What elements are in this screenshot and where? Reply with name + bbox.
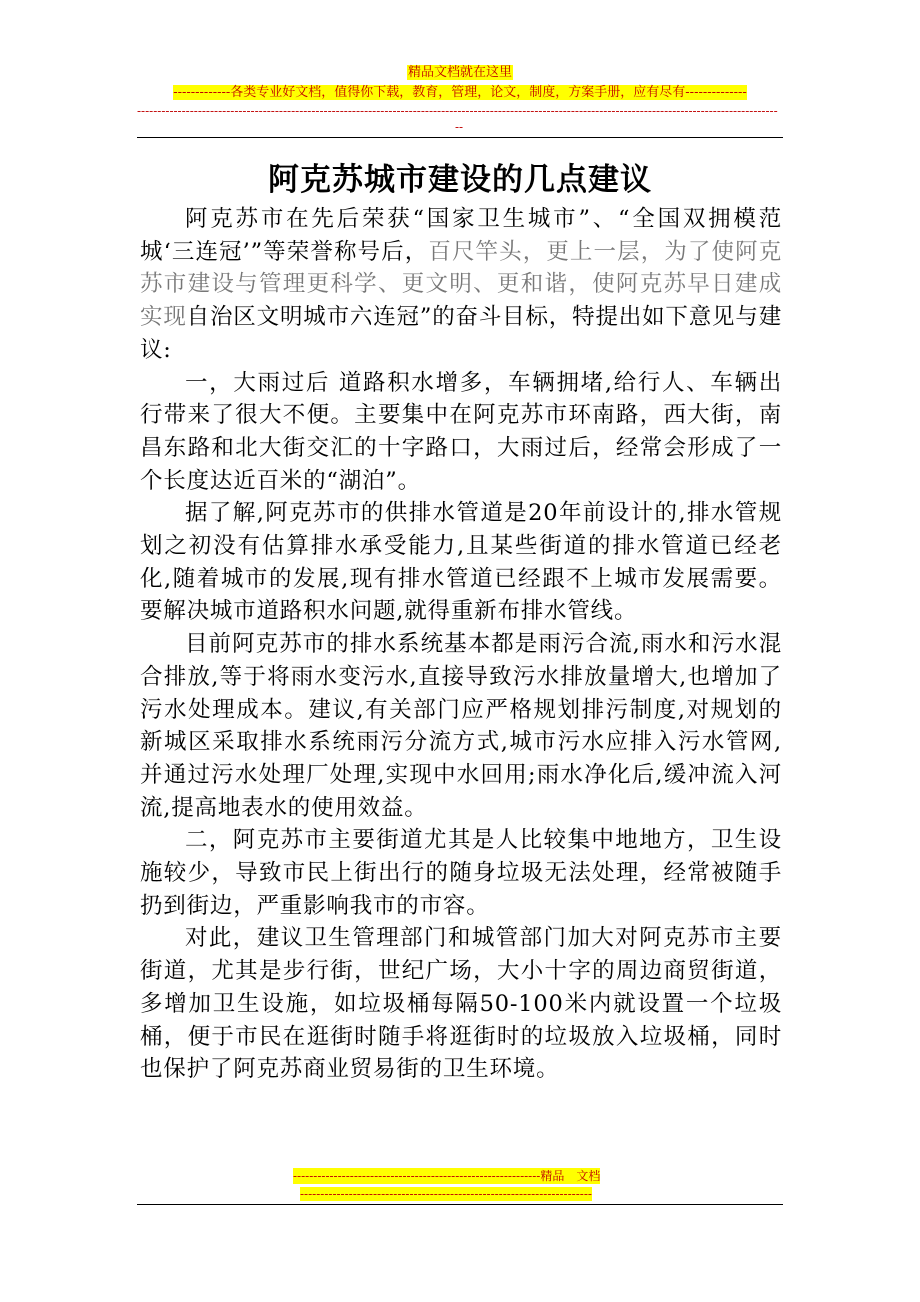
header-banner-slogan-text: -------------各类专业好文档，值得你下载，教育，管理，论文，制度，方案手册，应有尽有-------------- [173,85,747,100]
footer-divider [137,1204,783,1205]
header-banner-title-text: 精品文档就在这里 [407,65,512,80]
header-dash-tail: -- [455,120,464,134]
document-body [140,203,782,1086]
header-divider [137,137,783,138]
paragraph-drainage-history: 据了解,阿克苏市的供排水管道是20年前设计的,排水管规划之初没有估算排水承受能力,且某些街道的排水管道已经老化,随着城市的发展,现有排水管道已经跟不上城市发展需要。要解决城市道路积水问题,就得重新布排水管线。 [140,500,782,625]
paragraph-intro-part2: 百尺竿头，更上一层，为了使阿克苏市建设与管理更科学、更文明、更和谐，使阿克苏早日建成实现 [140,238,782,331]
footer-banner: -------------------------------------------------------------精品 文档 [293,1169,601,1183]
footer-dash-row: ------------------------------------------------------------------------ [300,1187,592,1201]
paragraph-intro-part3: 自治区文明城市六连冠”的奋斗目标，特提出如下意见与建议: [140,304,782,363]
header-banner-slogan [0,84,920,102]
paragraph-sanitation-proposal: 对此，建议卫生管理部门和城管部门加大对阿克苏市主要街道，尤其是步行街，世纪广场，大小十字的周边商贸街道，多增加卫生设施，如垃圾桶每隔50-100米内就设置一个垃圾桶，便于市民在逛街时随手将逛街时的垃圾放入垃圾桶，同时也保护了阿克苏商业贸易街的卫生环境。 [140,925,782,1083]
paragraph-intro-part1: 阿克苏市在先后荣获“国家卫生城市”、“全国双拥模范城‘三连冠’”等荣誉称号后， [140,206,782,265]
paragraph-drainage-proposal: 目前阿克苏市的排水系统基本都是雨污合流,雨水和污水混合排放,等于将雨水变污水,直接导致污水排放量增大,也增加了污水处理成本。建议,有关部门应严格规划排污制度,对规划的新城区采取排水系统雨污分流方式,城市污水应排入污水管网,并通过污水处理厂处理,实现中水回用;雨水净化后,缓冲流入河流,提高地表水的使用效益。 [140,631,782,821]
paragraph-point-one: 一，大雨过后 道路积水增多，车辆拥堵,给行人、车辆出行带来了很大不便。主要集中在阿克苏市环南路，西大街，南昌东路和北大街交汇的十字路口，大雨过后，经常会形成了一个长度达近百米的“湖泊”。 [140,369,782,494]
header-dash-row: -------------------------------------------------------------------------------------------------------------------------------------------------------------- [137,104,778,118]
header-banner-title [0,64,920,82]
document-title: 阿克苏城市建设的几点建议 [268,162,652,198]
paragraph-intro [140,203,782,367]
paragraph-point-two: 二，阿克苏市主要街道尤其是人比较集中地地方，卫生设施较少，导致市民上街出行的随身垃圾无法处理，经常被随手扔到街边，严重影响我市的市容。 [140,827,782,919]
